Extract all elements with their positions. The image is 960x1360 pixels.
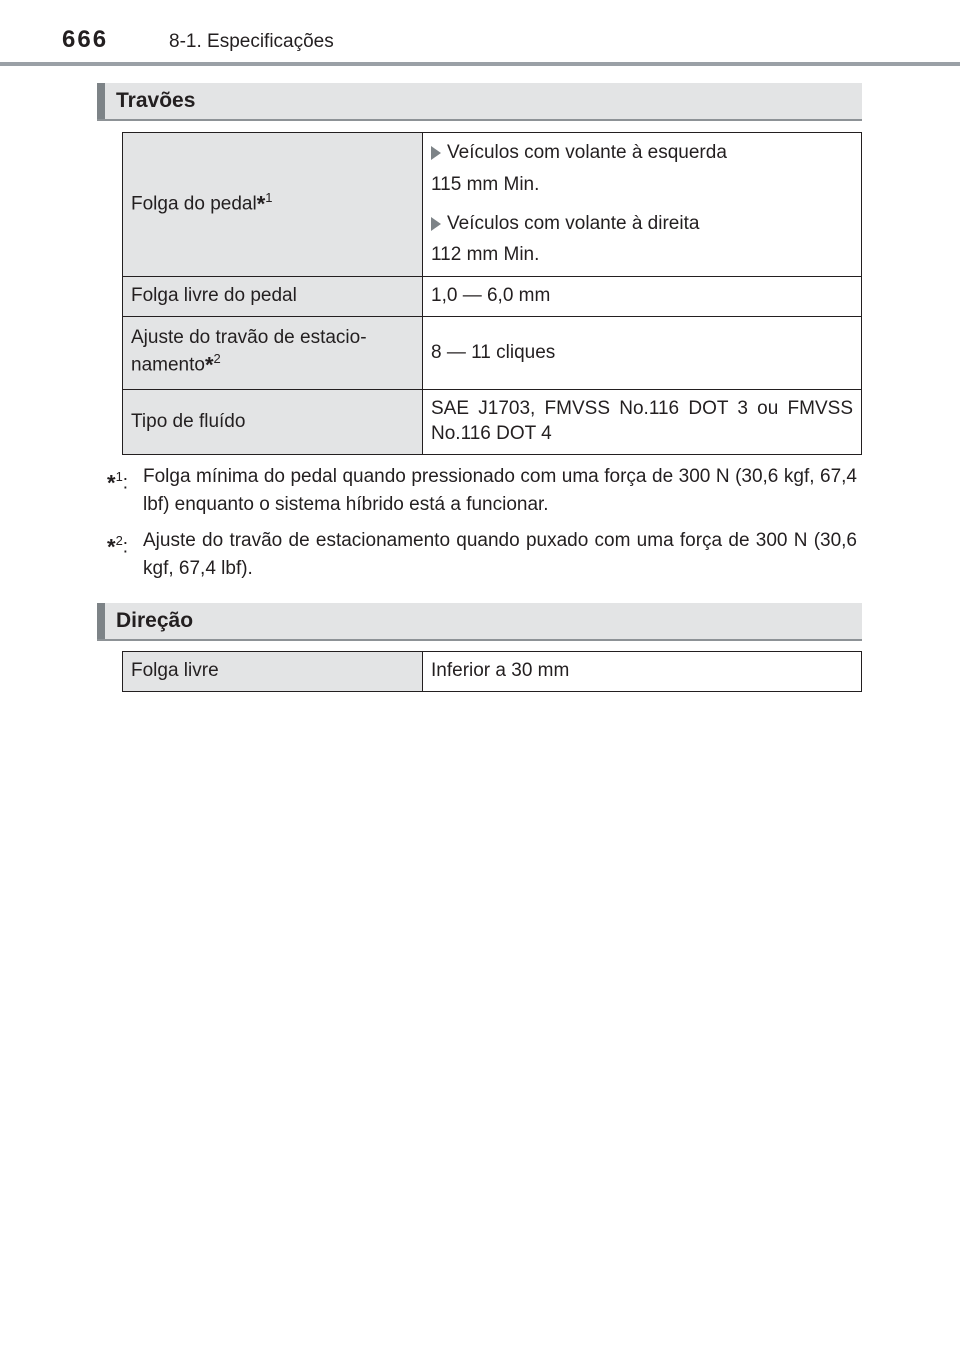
variant-value: 115 mm Min. — [431, 173, 540, 195]
section-accent — [97, 83, 105, 119]
table-row — [123, 277, 862, 317]
table-row — [123, 652, 862, 692]
list-item — [431, 141, 853, 166]
footnote — [107, 463, 857, 519]
parking-brake-label-line2: namento — [131, 354, 205, 376]
footnote-number: 1 — [115, 469, 123, 484]
spec-label: Folga livre do pedal — [123, 277, 423, 317]
section-title-brakes: Travões — [116, 89, 196, 112]
brakes-spec-table — [122, 132, 862, 455]
spec-label: Folga livre — [123, 652, 423, 692]
table-row — [123, 133, 862, 277]
spec-value: 8 — 11 cliques — [423, 317, 862, 390]
footnote-ref: 1 — [265, 190, 273, 206]
footnote-asterisk: * — [256, 191, 266, 217]
arrow-right-icon — [431, 146, 441, 160]
section-header-steering — [97, 603, 862, 641]
section-title-steering: Direção — [116, 609, 194, 632]
parking-brake-label-line1: Ajuste do travão de estacio- — [131, 327, 367, 349]
page-number: 666 — [62, 26, 109, 53]
footnote-marker: *$^1$: — [107, 469, 129, 496]
footnote-text: Folga mínima do pedal quando pressionado com uma força de 300 N (30,6 kgf, 67,4 lbf) enquanto o sistema híbrido está a funcionar. — [143, 466, 857, 515]
table-row — [123, 317, 862, 390]
spec-value: Inferior a 30 mm — [423, 652, 862, 692]
spec-value: SAE J1703, FMVSS No.116 DOT 3 ou FMVSS No.116 DOT 4 — [423, 390, 862, 455]
spec-label — [123, 133, 423, 277]
page-header — [0, 0, 960, 70]
pedal-play-label: Folga do pedal — [131, 193, 257, 215]
footnote-marker: *$^2$: — [107, 533, 129, 560]
footnote-ref: 2 — [213, 350, 221, 366]
list-item — [431, 212, 853, 237]
table-row — [123, 390, 862, 455]
spec-value: 1,0 — 6,0 mm — [423, 277, 862, 317]
steering-spec-table — [122, 651, 862, 692]
spec-label — [123, 317, 423, 390]
footnote-number: 2 — [115, 533, 123, 548]
footnote-asterisk: * — [204, 352, 214, 378]
spec-value — [423, 133, 862, 277]
chapter-title: 8-1. Especificações — [169, 31, 334, 52]
section-header-brakes — [97, 83, 862, 121]
section-accent — [97, 603, 105, 639]
variant-heading: Veículos com volante à direita — [447, 212, 700, 234]
variant-heading: Veículos com volante à esquerda — [447, 142, 727, 164]
arrow-right-icon — [431, 217, 441, 231]
footnote — [107, 527, 857, 583]
variant-value: 112 mm Min. — [431, 244, 540, 266]
header-divider — [0, 62, 960, 66]
footnote-text: Ajuste do travão de estacionamento quando puxado com uma força de 300 N (30,6 kgf, 67,4 lbf). — [143, 530, 857, 579]
footnotes — [107, 463, 857, 583]
spec-label: Tipo de fluído — [123, 390, 423, 455]
